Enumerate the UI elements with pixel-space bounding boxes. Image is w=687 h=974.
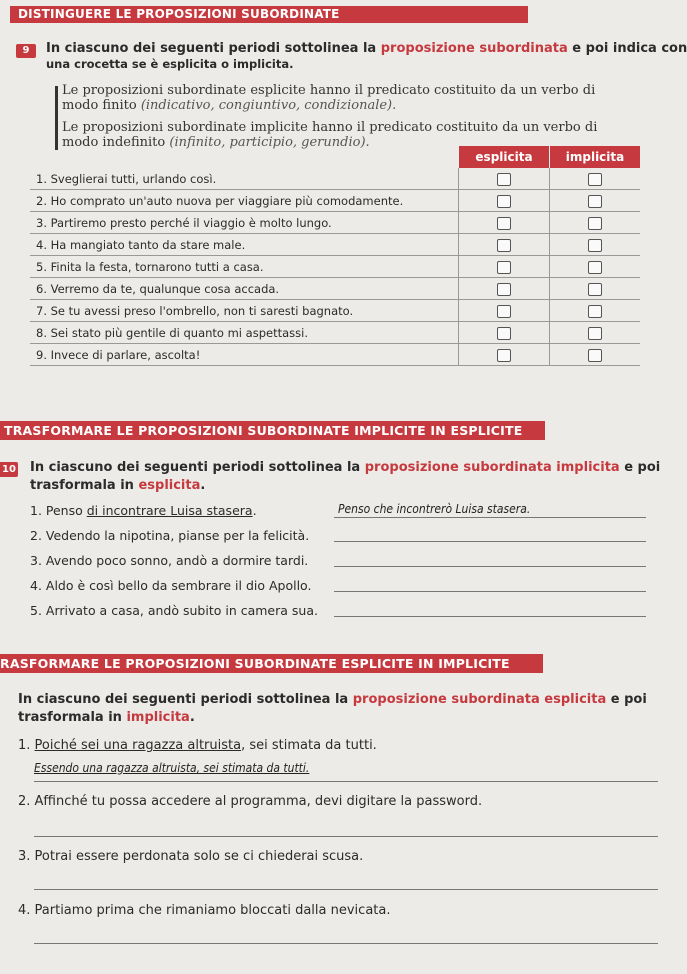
checkbox-esplicita[interactable] (497, 261, 511, 274)
column-header-implicita: implicita (550, 146, 641, 168)
answer-line[interactable] (334, 541, 646, 542)
section-banner-explicit-to-implicit: RASFORMARE LE PROPOSIZIONI SUBORDINATE ESPLICITE IN IMPLICITE (0, 654, 543, 673)
answer-line[interactable] (34, 836, 658, 837)
sentence: 6. Verremo da te, qualunque cosa accada. (30, 278, 459, 300)
answer-line[interactable] (34, 889, 658, 890)
answer-line[interactable] (334, 616, 646, 617)
checkbox-esplicita[interactable] (497, 195, 511, 208)
answer-line[interactable] (34, 781, 658, 782)
note-bar (55, 86, 58, 150)
table-row (30, 256, 640, 278)
checkbox-esplicita[interactable] (497, 327, 511, 340)
implicit-definition: Le proposizioni subordinate implicite hanno il predicato costituito da un verbo di modo indefinito (infinito, participio, gerundio). (62, 120, 598, 150)
exercise-11-item-1: 1. Poiché sei una ragazza altruista, sei stimata da tutti. (18, 738, 377, 753)
checkbox-implicita[interactable] (588, 239, 602, 252)
exercise-9-instruction: In ciascuno dei seguenti periodi sottolinea la proposizione subordinata e poi indica con (46, 41, 687, 56)
table-row (30, 322, 640, 344)
checkbox-esplicita[interactable] (497, 239, 511, 252)
answer-line[interactable] (334, 517, 646, 518)
sentence: 8. Sei stato più gentile di quanto mi aspettassi. (30, 322, 459, 344)
sentence: 9. Invece di parlare, ascolta! (30, 344, 459, 366)
sentence: 2. Ho comprato un'auto nuova per viaggiare più comodamente. (30, 190, 459, 212)
exercise-number-9: 9 (16, 44, 36, 58)
exercise-10-item-4: 4. Aldo è così bello da sembrare il dio Apollo. (30, 578, 312, 593)
checkbox-implicita[interactable] (588, 173, 602, 186)
table-row (30, 190, 640, 212)
exercise-11-item-2: 2. Affinché tu possa accedere al programma, devi digitare la password. (18, 794, 483, 809)
checkbox-esplicita[interactable] (497, 349, 511, 362)
sentence: 5. Finita la festa, tornarono tutti a casa. (30, 256, 459, 278)
table-row (30, 234, 640, 256)
checkbox-esplicita[interactable] (497, 283, 511, 296)
exercise-10-instruction: In ciascuno dei seguenti periodi sottolinea la proposizione subordinata implicita e poi (30, 460, 661, 475)
exercise-11-item-3: 3. Potrai essere perdonata solo se ci chiederai scusa. (18, 849, 364, 864)
checkbox-implicita[interactable] (588, 217, 602, 230)
checkbox-implicita[interactable] (588, 305, 602, 318)
exercise-11-item-4: 4. Partiamo prima che rimaniamo bloccati dalla nevicata. (18, 903, 391, 918)
table-row (30, 344, 640, 366)
exercise-9-instruction-line2: una crocetta se è esplicita o implicita. (46, 57, 294, 71)
answer-line[interactable] (334, 591, 646, 592)
checkbox-implicita[interactable] (588, 349, 602, 362)
exercise-11-answer-1[interactable]: Essendo una ragazza altruista, sei stimata da tutti. (34, 761, 310, 775)
exercise-number-10: 10 (0, 462, 18, 477)
answer-line[interactable] (334, 566, 646, 567)
exercise-11-instruction: In ciascuno dei seguenti periodi sottolinea la proposizione subordinata esplicita e poi (18, 692, 647, 707)
sentence: 4. Ha mangiato tanto da stare male. (30, 234, 459, 256)
answer-line[interactable] (34, 943, 658, 944)
table-row (30, 168, 640, 190)
sentence: 3. Partiremo presto perché il viaggio è molto lungo. (30, 212, 459, 234)
exercise-10-answer-1[interactable]: Penso che incontrerò Luisa stasera. (338, 502, 531, 516)
checkbox-esplicita[interactable] (497, 173, 511, 186)
exercise-10-item-2: 2. Vedendo la nipotina, pianse per la felicità. (30, 528, 310, 543)
checkbox-implicita[interactable] (588, 195, 602, 208)
section-banner-distinguish: DISTINGUERE LE PROPOSIZIONI SUBORDINATE (10, 6, 528, 23)
table-row (30, 278, 640, 300)
exercise-10-item-3: 3. Avendo poco sonno, andò a dormire tardi. (30, 553, 309, 568)
exercise-10-item-1: 1. Penso di incontrare Luisa stasera. (30, 503, 257, 518)
table-corner (30, 146, 459, 168)
exercise-11-instruction-line2: trasformala in implicita. (18, 710, 195, 725)
exercise-9-table (30, 146, 640, 366)
checkbox-esplicita[interactable] (497, 217, 511, 230)
checkbox-implicita[interactable] (588, 261, 602, 274)
column-header-esplicita: esplicita (459, 146, 550, 168)
table-row (30, 300, 640, 322)
checkbox-esplicita[interactable] (497, 305, 511, 318)
section-banner-implicit-to-explicit: TRASFORMARE LE PROPOSIZIONI SUBORDINATE IMPLICITE IN ESPLICITE (0, 421, 545, 440)
exercise-10-item-5: 5. Arrivato a casa, andò subito in camera sua. (30, 603, 318, 618)
table-row (30, 212, 640, 234)
checkbox-implicita[interactable] (588, 283, 602, 296)
explicit-definition: Le proposizioni subordinate esplicite hanno il predicato costituito da un verbo di modo finito (indicativo, congiuntivo, condizionale). (62, 83, 596, 113)
checkbox-implicita[interactable] (588, 327, 602, 340)
sentence: 7. Se tu avessi preso l'ombrello, non ti saresti bagnato. (30, 300, 459, 322)
exercise-10-instruction-line2: trasformala in esplicita. (30, 478, 206, 493)
sentence: 1. Sveglierai tutti, urlando così. (30, 168, 459, 190)
